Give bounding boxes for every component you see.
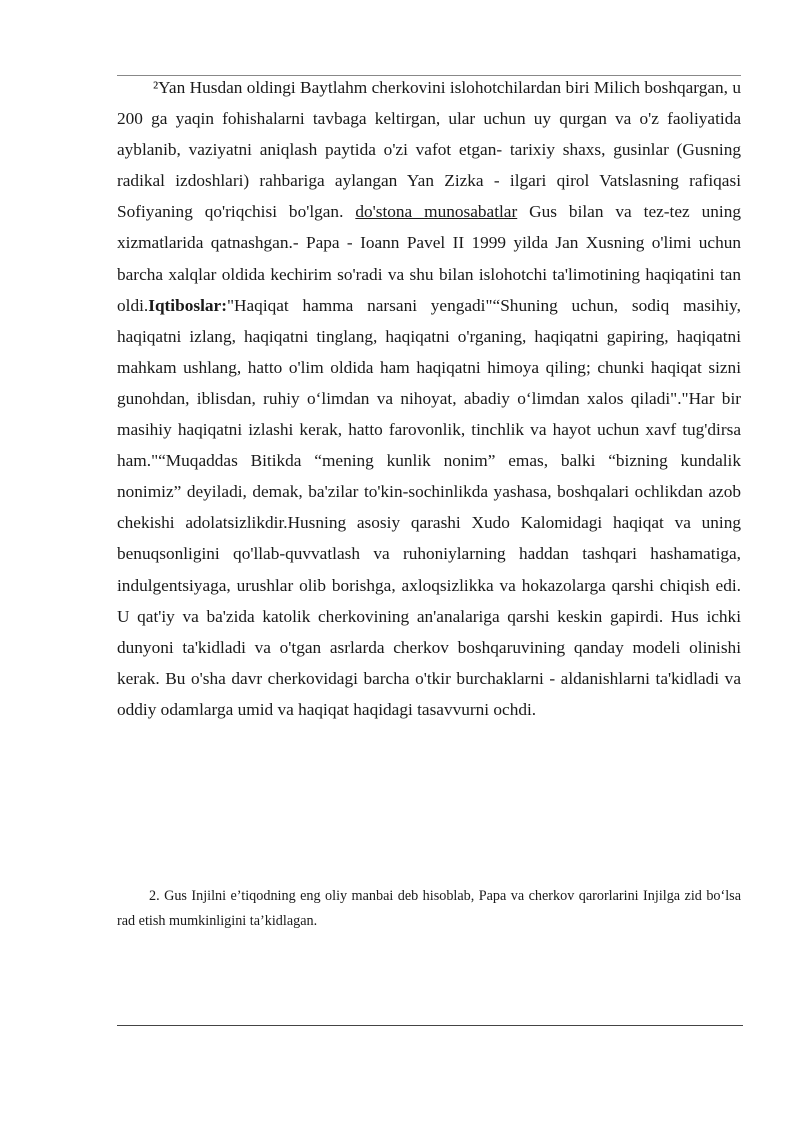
main-paragraph: [117, 72, 741, 725]
bottom-divider: [117, 1025, 743, 1026]
main-paragraph-part1: ²Yan Husdan oldingi Baytlahm cherkovini islohotchilardan biri Milich boshqargan, u 200 ga yaqin fohishalarni tavbaga keltirgan, ular uchun uy qurgan va o'z faoliyatida ayblanib, vaziyatni aniqlash paytida o'zi vafot etgan- tarixiy shaxs, gusinlar (Gusning radikal izdoshlari) rahbariga aylangan Yan Zizka - ilgari qirol Vatslasning rafiqasi Sofiyaning qo'riqchisi bo'lgan.: [117, 78, 741, 222]
quotes-heading: Iqtiboslar:: [148, 295, 227, 315]
main-paragraph-part3: "Haqiqat hamma narsani yengadi"“Shuning uchun, sodiq masihiy, haqiqatni izlang, haqiqatni tinglang, haqiqatni o'rganing, haqiqatni gapiring, haqiqatni mahkam ushlang, hatto o'lim oldida ham haqiqatni himoya qiling; chunki haqiqat sizni gunohdan, iblisdan, ruhiy o‘limdan va nihoyat, abadiy o‘limdan xalos qiladi"."Har bir masihiy haqiqatni izlashi kerak, hatto farovonlik, tinchlik va hayot uchun xavf tug'dirsa ham."“Muqaddas Bitikda “mening kunlik nonim” emas, balki “bizning kundalik nonimiz” deyiladi, demak, ba'zilar to'kin-sochinlikda yashasa, boshqalari ochlikdan azob chekishi adolatsizlikdir.Husning asosiy qarashi Xudo Kalomidagi haqiqat va uning benuqsonligini qo'llab-quvvatlash va ruhoniylarning haddan tashqari hashamatiga, indulgentsiyaga, urushlar olib borishga, axloqsizlikka va hokazolarga qarshi chiqish edi. U qat'iy va ba'zida katolik cherkovining an'analariga qarshi keskin gapirdi. Hus ichki dunyoni ta'kidladi va o'tgan asrlarda cherkov boshqaruvining qanday modeli olinishi kerak. Bu o'sha davr cherkovidagi barcha o'tkir burchaklarni - aldanishlarni ta'kidladi va oddiy odamlarga umid va haqiqat haqidagi tasavvurni ochdi.: [117, 295, 741, 719]
footnote: 2. Gus Injilni e’tiqodning eng oliy manbai deb hisoblab, Papa va cherkov qarorlarini Injilga zid bo‘lsa rad etish mumkinligini ta’kidlagan.: [117, 888, 741, 929]
underlined-link[interactable]: do'stona munosabatlar: [355, 202, 518, 222]
main-paragraph-part2: Gus bilan va tez-tez uning xizmatlarida qatnashgan.- Papa - Ioann Pavel II 1999 yilda Jan Xusning o'limi uchun barcha xalqlar oldida kechirim so'radi va shu bilan islohotchi ta'limotining haqiqatini tan oldi.: [117, 202, 741, 315]
